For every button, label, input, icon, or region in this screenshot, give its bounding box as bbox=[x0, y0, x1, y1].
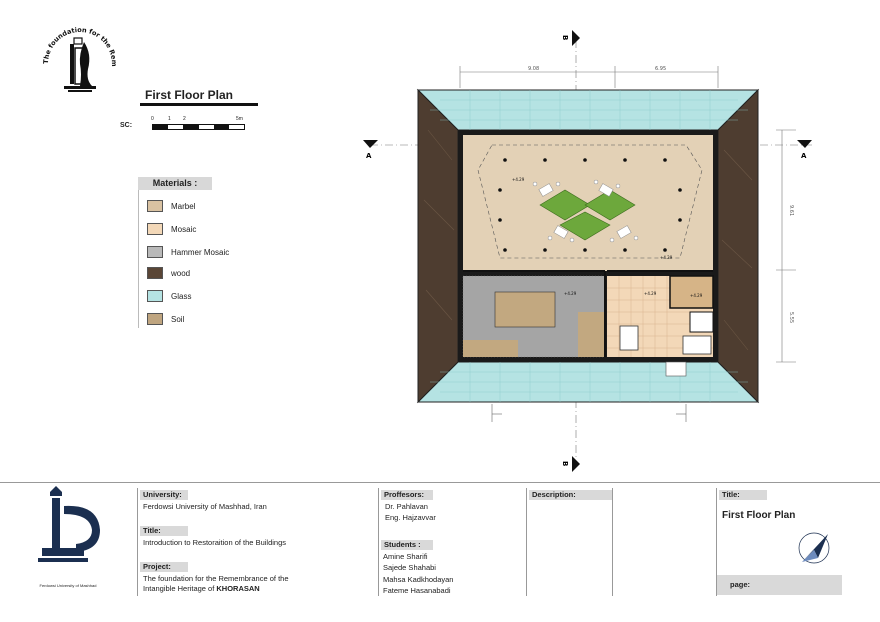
materials-divider bbox=[138, 190, 139, 328]
professor-1: Dr. Pahlavan bbox=[385, 502, 428, 511]
level-mark-hall: +4.29 bbox=[512, 177, 525, 182]
toilet-stall bbox=[620, 326, 638, 350]
section-arrow-icon bbox=[363, 140, 378, 148]
legend-label: Soil bbox=[171, 314, 185, 324]
title-block-border bbox=[0, 482, 880, 483]
student-2: Sajede Shahabi bbox=[383, 563, 436, 572]
description-label: Description: bbox=[529, 490, 613, 500]
divider bbox=[526, 488, 527, 596]
foundation-emblem bbox=[34, 14, 126, 106]
mosaic-swatch bbox=[147, 223, 163, 235]
project-line-2: Intangible Heritage of KHORASAN bbox=[143, 584, 260, 593]
sheet-title: First Floor Plan bbox=[145, 88, 234, 102]
entry-dimension bbox=[492, 404, 686, 422]
wood-roof-right bbox=[718, 90, 758, 402]
soil-pit bbox=[495, 292, 555, 327]
divider bbox=[612, 488, 613, 596]
divider bbox=[378, 488, 379, 596]
section-mark-top: B bbox=[561, 35, 569, 41]
stair bbox=[690, 312, 713, 332]
glass-swatch bbox=[147, 290, 163, 302]
level-mark-court: +4.29 bbox=[564, 291, 577, 296]
sheet-title-label: Title: bbox=[719, 490, 767, 500]
toilet-stall bbox=[683, 336, 711, 354]
divider bbox=[137, 488, 138, 596]
entry-stair bbox=[666, 362, 686, 376]
floor-plan bbox=[355, 20, 825, 475]
north-arrow-icon bbox=[794, 528, 834, 568]
section-mark-left: A bbox=[366, 152, 372, 160]
professors-label: Proffesors: bbox=[381, 490, 433, 500]
hammer-mosaic-swatch bbox=[147, 246, 163, 258]
legend-item-mosaic bbox=[147, 222, 196, 236]
legend-label: wood bbox=[171, 268, 191, 278]
section-arrow-icon bbox=[797, 140, 812, 148]
legend-item-marble bbox=[147, 199, 195, 213]
section-mark-right: A bbox=[801, 152, 807, 160]
legend-item-hammer-mosaic bbox=[147, 245, 229, 259]
section-mark-bottom: B bbox=[561, 461, 569, 467]
student-3: Mahsa Kadkhodayan bbox=[383, 575, 454, 584]
emblem-figure-icon bbox=[64, 38, 96, 92]
legend-label: Glass bbox=[171, 291, 192, 301]
logo-caption: Ferdowsi University of Mashhad bbox=[39, 583, 97, 588]
legend-item-glass bbox=[147, 289, 191, 303]
level-mark-hall: +4.29 bbox=[660, 255, 673, 260]
project-label: Project: bbox=[140, 562, 188, 572]
project-highlight: KHORASAN bbox=[216, 584, 260, 593]
title-underline bbox=[140, 103, 258, 106]
student-1: Amine Sharifi bbox=[383, 552, 428, 561]
pen-nib-icon bbox=[38, 486, 100, 562]
dimension-top-right: 6.95 bbox=[655, 66, 667, 72]
title-value: Introduction to Restoraition of the Buildings bbox=[143, 538, 287, 547]
dimension-top-left: 9.08 bbox=[528, 66, 540, 72]
title-label: Title: bbox=[140, 526, 188, 536]
dimension-right-lower: 5.55 bbox=[788, 312, 794, 324]
wood-roof-left bbox=[418, 90, 458, 402]
wood-swatch bbox=[147, 267, 163, 279]
students-label: Students : bbox=[381, 540, 433, 550]
emblem-circular-text: The foundation for the Rem bbox=[41, 25, 119, 67]
legend-item-soil bbox=[147, 312, 184, 326]
legend-label: Marbel bbox=[171, 201, 196, 211]
scale-tick-2: 2 bbox=[183, 116, 186, 122]
soil-strip bbox=[463, 340, 518, 357]
side-room bbox=[670, 276, 713, 308]
project-line-1: The foundation for the Remembrance of the bbox=[143, 574, 289, 583]
page-label: page: bbox=[730, 580, 751, 589]
scale-tick-0: 0 bbox=[151, 116, 154, 122]
dimension-right-upper: 9.61 bbox=[788, 205, 794, 217]
sheet-title-value: First Floor Plan bbox=[722, 510, 796, 521]
professor-2: Eng. Hajzavvar bbox=[385, 513, 436, 522]
scale-tick-1: 1 bbox=[168, 116, 171, 122]
legend-label: Hammer Mosaic bbox=[171, 247, 230, 257]
scale-tick-5m: 5m bbox=[236, 116, 243, 122]
scale-bar bbox=[152, 124, 245, 130]
soil-swatch bbox=[147, 313, 163, 325]
level-mark-room: +4.29 bbox=[690, 293, 703, 298]
university-value: Ferdowsi University of Mashhad, Iran bbox=[143, 502, 267, 511]
student-4: Fateme Hasanabadi bbox=[383, 586, 451, 595]
level-mark-service: +4.29 bbox=[644, 291, 657, 296]
materials-title: Materials : bbox=[138, 177, 212, 190]
university-label: University: bbox=[140, 490, 188, 500]
marble-swatch bbox=[147, 200, 163, 212]
section-arrow-icon bbox=[572, 456, 580, 472]
legend-item-wood bbox=[147, 266, 190, 280]
university-logo bbox=[28, 486, 108, 596]
soil-strip bbox=[578, 312, 605, 357]
legend-label: Mosaic bbox=[171, 224, 197, 234]
scale-label: SC: bbox=[120, 122, 133, 129]
